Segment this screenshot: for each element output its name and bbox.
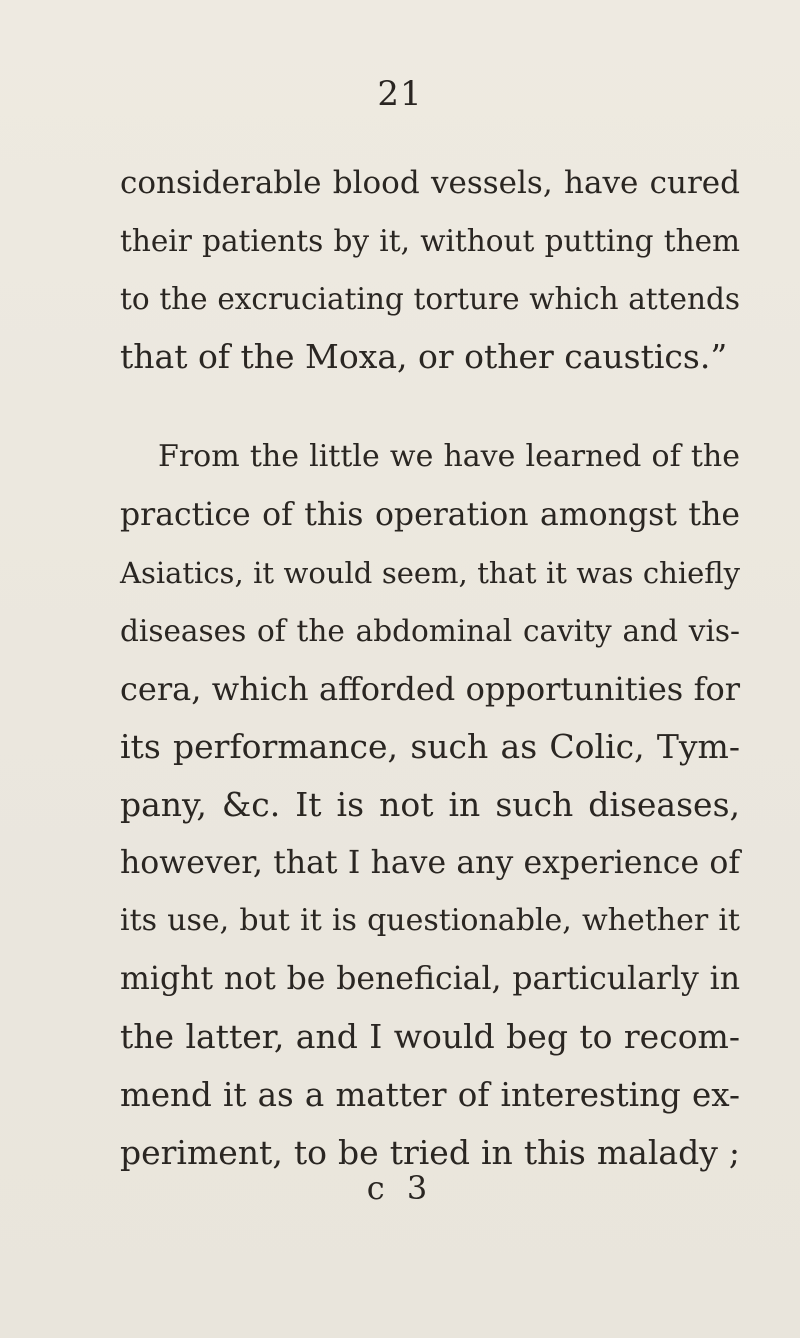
text-line: diseases of the abdominal cavity and vis-: [120, 614, 740, 648]
text-line: considerable blood vessels, have cured: [120, 165, 740, 201]
text-line: its use, but it is questionable, whether it: [120, 903, 740, 938]
text-line: their patients by it, without putting them: [120, 224, 740, 258]
text-line: cera, which afforded opportunities for: [120, 670, 740, 708]
text-line: practice of this operation amongst the: [120, 497, 740, 533]
page-number: 21: [377, 74, 423, 114]
text-line: however, that I have any experience of: [120, 845, 740, 881]
text-line: From the little we have learned of the: [158, 439, 740, 474]
text-line: pany, &c. It is not in such diseases,: [120, 785, 740, 824]
text-line: the latter, and I would beg to recom-: [120, 1017, 740, 1056]
text-line: mend it as a matter of interesting ex-: [120, 1076, 740, 1114]
text-line: to the excruciating torture which attends: [120, 282, 740, 316]
text-line: might not be beneficial, particularly in: [120, 961, 740, 997]
text-line: Asiatics, it would seem, that it was chiefly: [120, 556, 740, 590]
text-line: that of the Moxa, or other caustics.”: [120, 337, 728, 376]
text-line: periment, to be tried in this malady ;: [120, 1133, 740, 1172]
text-line: its performance, such as Colic, Tym-: [120, 727, 740, 766]
signature-mark: c 3: [366, 1169, 434, 1207]
